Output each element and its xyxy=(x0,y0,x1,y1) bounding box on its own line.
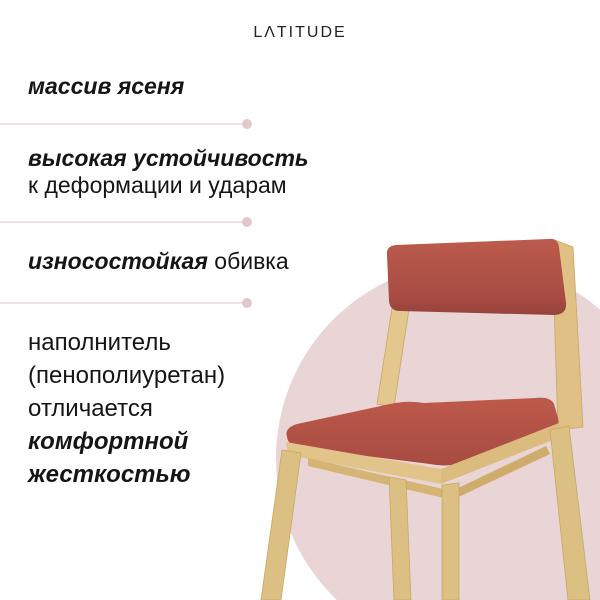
divider-dot xyxy=(242,298,252,308)
brand-logo: LΛTITUDE xyxy=(253,24,347,41)
feature-text-bold: жесткостью xyxy=(28,461,191,488)
feature-text-regular: наполнитель xyxy=(28,329,171,356)
feature-text-regular: (пенополиуретан) xyxy=(28,362,226,389)
divider-1 xyxy=(0,123,242,125)
feature-text-regular: обивка xyxy=(207,248,289,274)
feature-text-regular: отличается xyxy=(28,395,153,422)
divider-dot xyxy=(242,119,252,129)
divider-2 xyxy=(0,221,242,223)
chair-backrest-cushion xyxy=(387,239,566,315)
feature-text-bold: высокая устойчивость xyxy=(28,145,309,171)
feature-text-bold: массив ясеня xyxy=(28,73,185,99)
feature-text-regular: к деформации и ударам xyxy=(28,172,287,198)
chair-leg-back-right xyxy=(442,483,459,600)
feature-solid-ash xyxy=(28,73,184,100)
feature-text-bold: комфортной xyxy=(28,428,189,455)
feature-filling xyxy=(28,326,225,491)
feature-text-bold: износостойкая xyxy=(28,248,208,274)
divider-dot xyxy=(242,217,252,227)
feature-durability xyxy=(28,145,309,199)
divider-3 xyxy=(0,302,242,304)
feature-upholstery xyxy=(28,248,289,275)
